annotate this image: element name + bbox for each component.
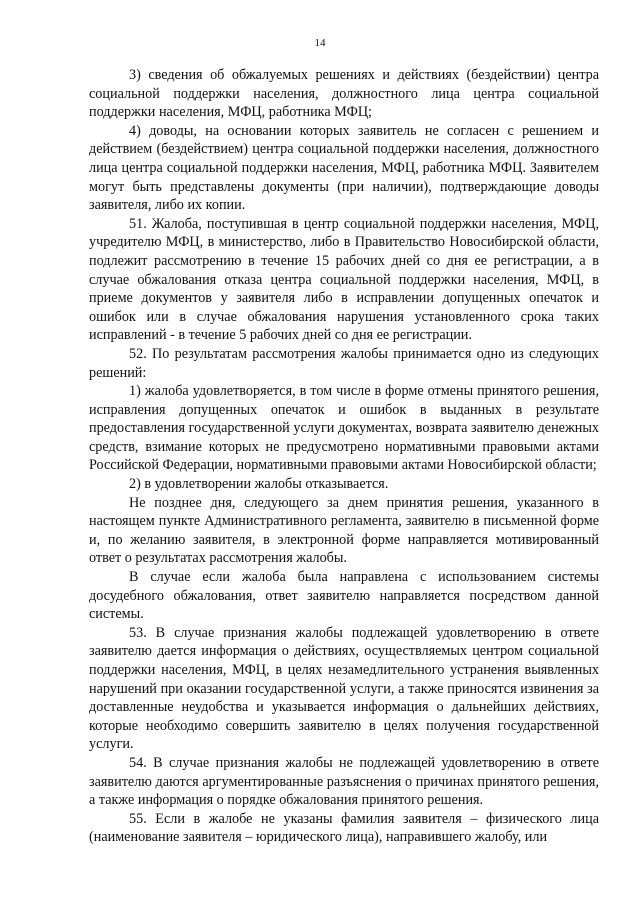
paragraph-pretrial-system: В случае если жалоба была направлена с использованием системы досудебного обжалования, ответ заявителю направляется посредством данной системы. bbox=[89, 569, 599, 623]
page-number: 14 bbox=[314, 37, 326, 49]
paragraph-item-4: 4) доводы, на основании которых заявитель не согласен с решением и действием (бездействием) центра социальной поддержки населения, должностного лица центра социальной поддержки населения, МФЦ, работника МФЦ. Заявителем могут быть представлены документы (при наличии), подтверждающие доводы заявителя, либо их копии. bbox=[89, 122, 599, 214]
paragraph-55: 55. Если в жалобе не указаны фамилия заявителя – физического лица (наименование заявителя – юридического лица), направившего жалобу, или bbox=[89, 810, 599, 846]
paragraph-54: 54. В случае признания жалобы не подлежащей удовлетворению в ответе заявителю даются аргументированные разъяснения о причинах принятого решения, а также информация о порядке обжалования принятого решения. bbox=[89, 754, 599, 809]
paragraph-52: 52. По результатам рассмотрения жалобы принимается одно из следующих решений: bbox=[89, 345, 599, 381]
paragraph-53: 53. В случае признания жалобы подлежащей удовлетворению в ответе заявителю дается информация о действиях, осуществляемых центром социальной поддержки населения, МФЦ, в целях незамедлительного устранения выявленных нарушений при оказании государственной услуги, а также приносятся извинения за доставленные неудобства и указывается информация о дальнейших действиях, которые необходимо совершить заявителю в целях получения государственной услуги. bbox=[89, 624, 599, 753]
paragraph-response-deadline: Не позднее дня, следующего за днем принятия решения, указанного в настоящем пункте Административного регламента, заявителю в письменной форме и, по желанию заявителя, в электронной форме направляется мотивированный ответ о результатах рассмотрения жалобы. bbox=[89, 494, 599, 567]
paragraph-52-item-2: 2) в удовлетворении жалобы отказывается. bbox=[129, 476, 389, 493]
paragraph-51: 51. Жалоба, поступившая в центр социальной поддержки населения, МФЦ, учредителю МФЦ, в министерство, либо в Правительство Новосибирской области, подлежит рассмотрению в течение 15 рабочих дней со дня ее регистрации, а в случае обжалования отказа центра социальной поддержки населения, МФЦ, в приеме документов у заявителя либо в исправлении допущенных опечаток и ошибок или в случае обжалования нарушения установленного срока таких исправлений - в течение 5 рабочих дней со дня ее регистрации. bbox=[89, 215, 599, 344]
body-text bbox=[89, 66, 599, 847]
paragraph-52-item-1: 1) жалоба удовлетворяется, в том числе в форме отмены принятого решения, исправления допущенных опечаток и ошибок в выданных в результате предоставления государственной услуги документах, возврата заявителю денежных средств, взимание которых не предусмотрено нормативными правовыми актами Российской Федерации, нормативными правовыми актами Новосибирской области; bbox=[89, 383, 599, 474]
paragraph-item-3: 3) сведения об обжалуемых решениях и действиях (бездействии) центра социальной поддержки населения, должностного лица центра социальной поддержки населения, МФЦ, работника МФЦ; bbox=[89, 67, 599, 121]
